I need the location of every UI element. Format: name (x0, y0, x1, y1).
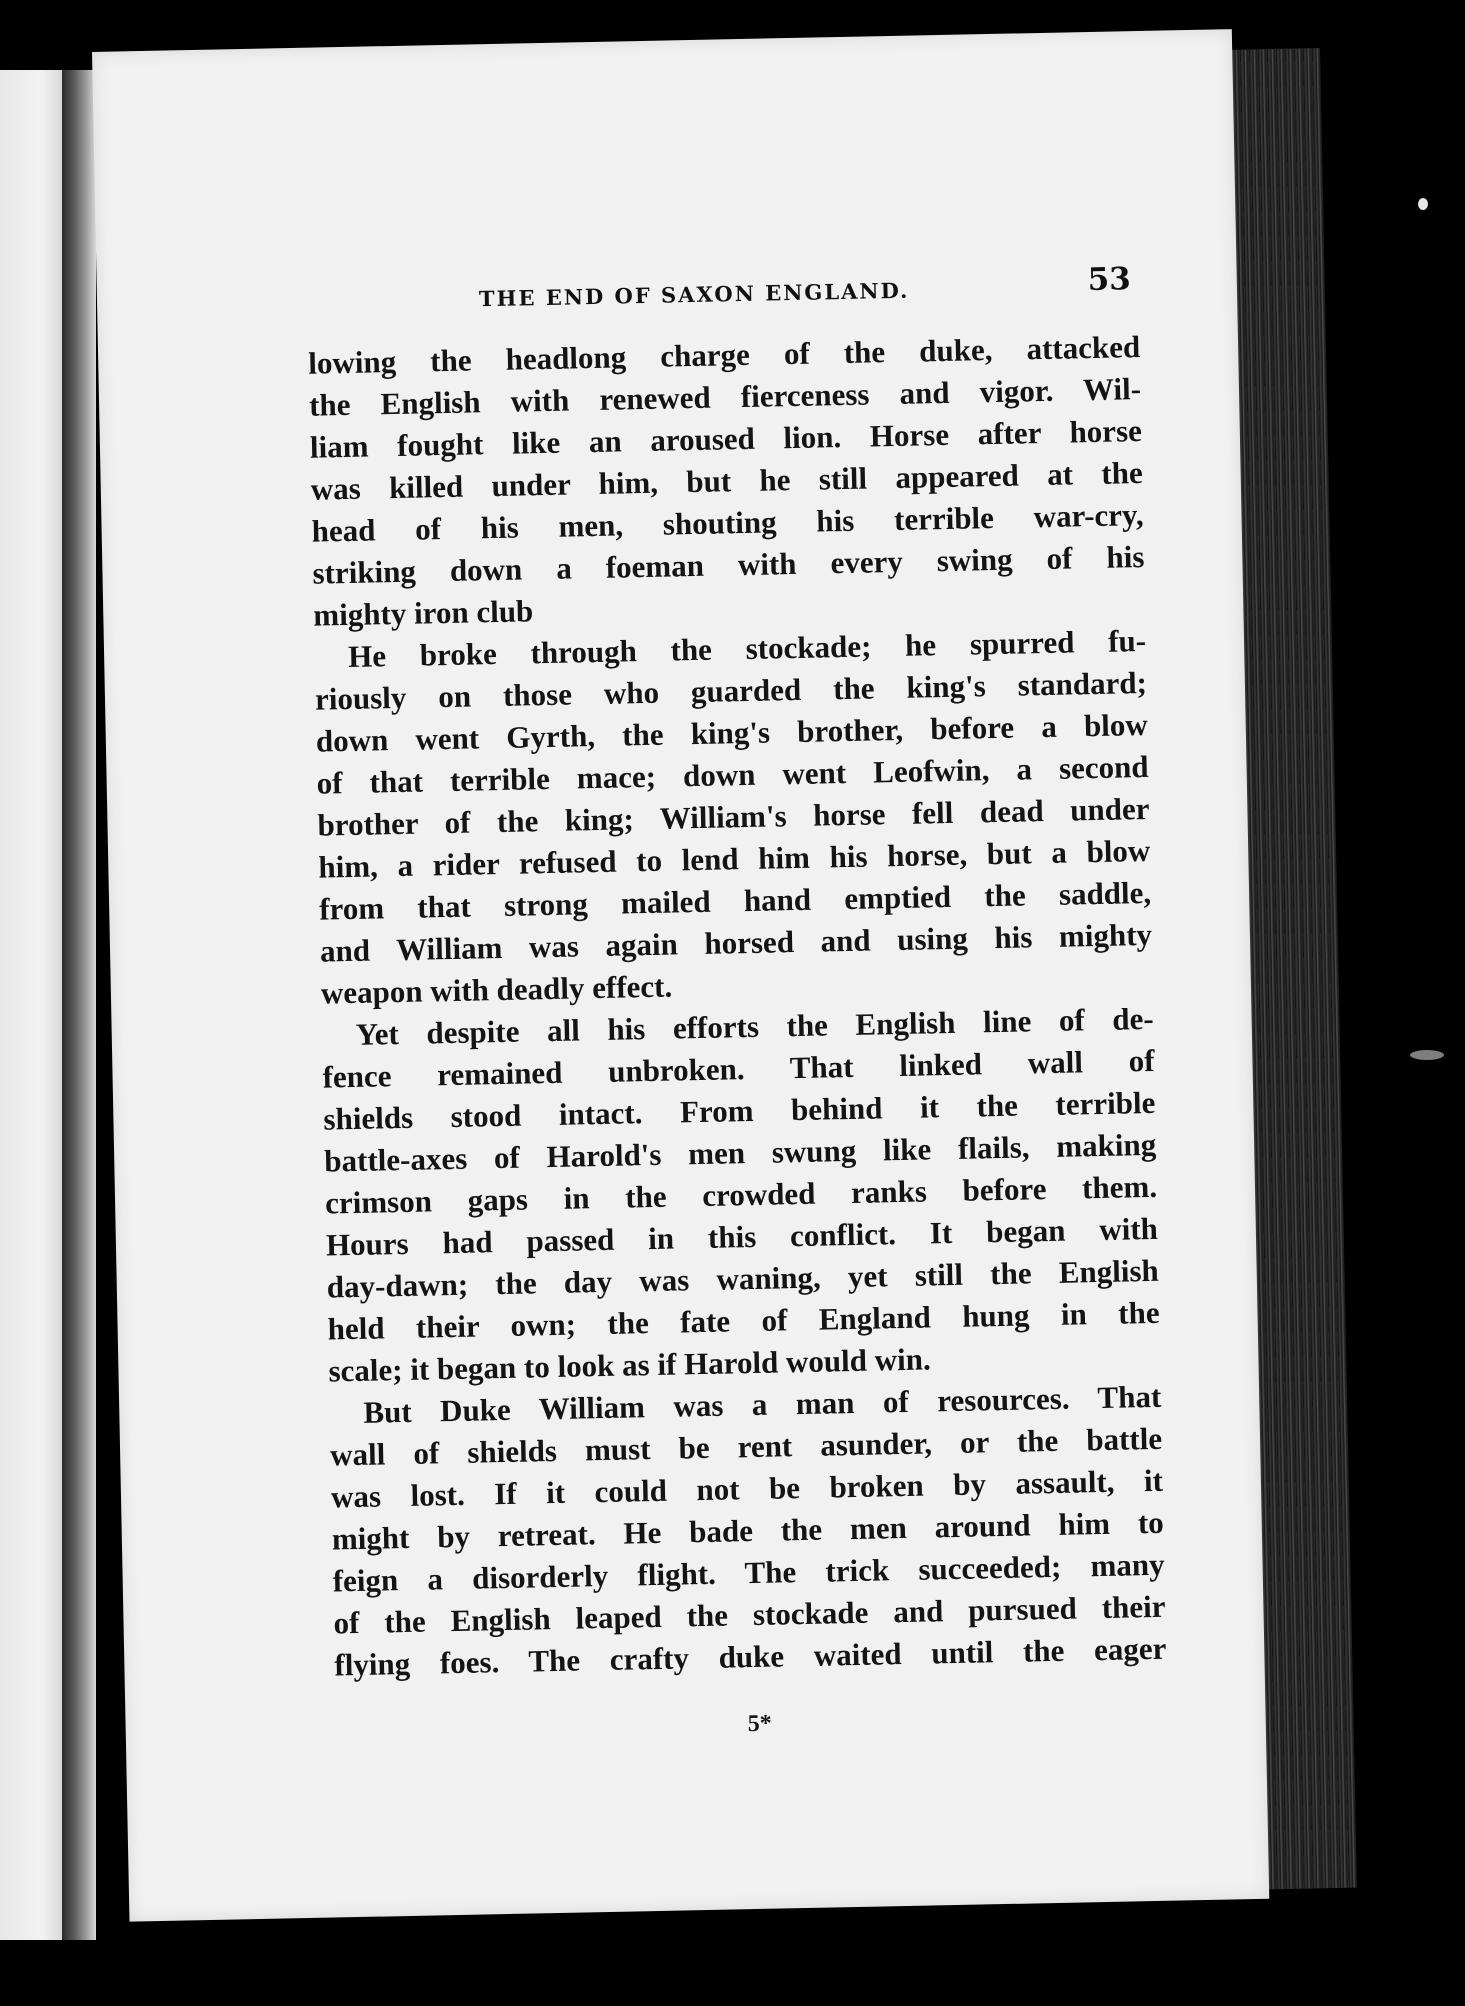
book-page (92, 29, 1269, 1922)
text-line: He broke through the stockade; he spurred fu- (347, 622, 1147, 674)
text-line: was lost. If it could not be broken by assault, it (330, 1462, 1164, 1515)
text-line: the English with renewed fierceness and vigor. Wil- (308, 371, 1142, 423)
book-gutter (62, 70, 96, 1940)
text-line: and William was again horsed and using his mighty (319, 916, 1153, 969)
text-line: head of his men, shouting his terrible war-cry, (311, 496, 1144, 549)
signature-mark: 5* (747, 1710, 772, 1738)
scan-speck (1418, 198, 1428, 210)
body-text (308, 326, 1167, 1686)
text-line: might by retreat. He bade the men around him to (331, 1504, 1165, 1557)
facing-page-edge (0, 70, 70, 1940)
running-head: THE END OF SAXON ENGLAND. (478, 277, 910, 312)
text-line: down went Gyrth, the king's brother, before a blow (315, 706, 1149, 759)
text-line: scale; it began to look as if Harold would win. (328, 1341, 932, 1389)
text-line: riously on those who guarded the king's standard; (314, 664, 1148, 717)
text-line: shields stood intact. From behind it the terrible (323, 1084, 1156, 1137)
text-line: was killed under him, but he still appeared at the (310, 455, 1144, 507)
text-line: brother of the king; William's horse fell dead under (317, 790, 1150, 843)
page-number: 53 (1087, 261, 1132, 299)
text-line: battle-axes of Harold's men swung like flails, making (323, 1126, 1157, 1179)
text-line: Hours had passed in this conflict. It began with (325, 1210, 1159, 1263)
text-line: day-dawn; the day was waning, yet still the English (326, 1252, 1160, 1305)
text-line: of the English leaped the stockade and pursued their (333, 1588, 1166, 1641)
text-line: lowing the headlong charge of the duke, attacked (307, 329, 1141, 381)
text-line: fence remained unbroken. That linked wall of (322, 1042, 1155, 1095)
text-line: striking down a foeman with every swing of his (312, 538, 1145, 591)
scan-speck (1410, 1050, 1444, 1060)
text-line: weapon with deadly effect. (320, 968, 673, 1011)
text-line: held their own; the fate of England hung in the (327, 1294, 1160, 1347)
text-line: crimson gaps in the crowded ranks before them. (324, 1168, 1158, 1221)
text-line: But Duke William was a man of resources. That (363, 1378, 1162, 1430)
text-line: mighty iron club (312, 593, 534, 633)
text-line: him, a rider refused to lend him his horse, but a blow (318, 832, 1151, 885)
page-header (378, 257, 1131, 322)
text-line: flying foes. The crafty duke waited until the eager (334, 1630, 1167, 1683)
text-line: Yet despite all his efforts the English line of de- (355, 1000, 1154, 1052)
text-line: from that strong mailed hand emptied the saddle, (318, 874, 1152, 927)
text-line: wall of shields must be rent asunder, or the battle (329, 1420, 1163, 1473)
text-line: of that terrible mace; down went Leofwin, a second (316, 748, 1149, 801)
text-line: liam fought like an aroused lion. Horse after horse (309, 413, 1143, 465)
text-line: feign a disorderly flight. The trick succeeded; many (332, 1546, 1165, 1599)
